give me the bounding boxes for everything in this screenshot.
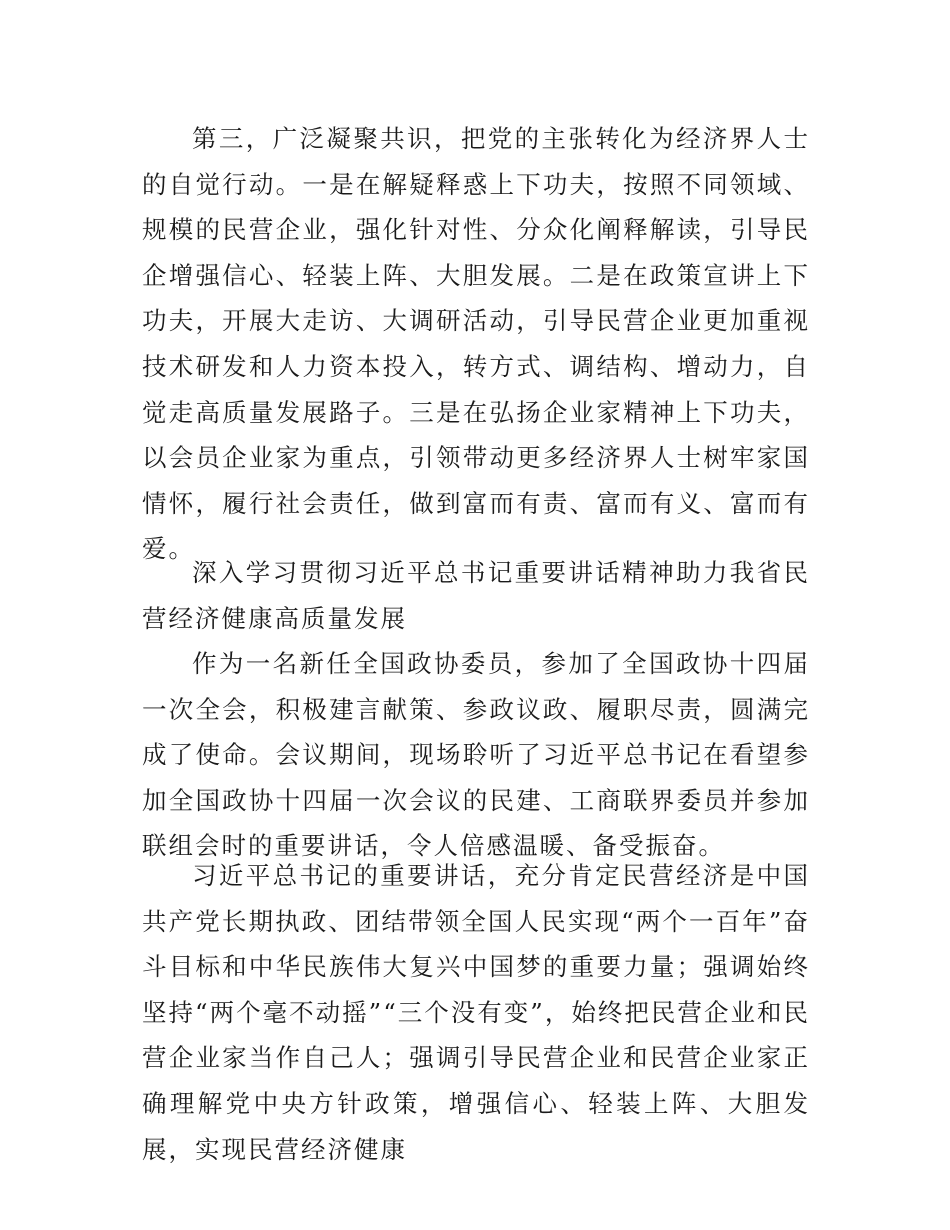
body-paragraph: 作为一名新任全国政协委员，参加了全国政协十四届一次全会，积极建言献策、参政议政、履职尽责，圆满完成了使命。会议期间，现场聆听了习近平总书记在看望参加全国政协十四届一次会议的民建、工商联界委员并参加联组会时的重要讲话，令人倍感温暖、备受振奋。 — [142, 649, 810, 861]
article-title: 深入学习贯彻习近平总书记重要讲话精神助力我省民营经济健康高质量发展 — [142, 558, 810, 633]
body-paragraph: 第三，广泛凝聚共识，把党的主张转化为经济界人士的自觉行动。一是在解疑释惑上下功夫，按照不同领域、规模的民营企业，强化针对性、分众化阐释解读，引导民企增强信心、轻装上阵、大胆发展。二是在政策宣讲上下功夫，开展大走访、大调研活动，引导民营企业更加重视技术研发和人力资本投入，转方式、调结构、增动力，自觉走高质量发展路子。三是在弘扬企业家精神上下功夫，以会员企业家为重点，引领带动更多经济界人士树牢家国情怀，履行社会责任，做到富而有责、富而有义、富而有爱。 — [142, 124, 810, 564]
body-paragraph: 习近平总书记的重要讲话，充分肯定民营经济是中国共产党长期执政、团结带领全国人民实现“两个一百年”奋斗目标和中华民族伟大复兴中国梦的重要力量；强调始终坚持“两个毫不动摇”“三个没有变”，始终把民营企业和民营企业家当作自己人；强调引导民营企业和民营企业家正确理解党中央方针政策，增强信心、轻装上阵、大胆发展，实现民营经济健康 — [142, 861, 810, 1164]
